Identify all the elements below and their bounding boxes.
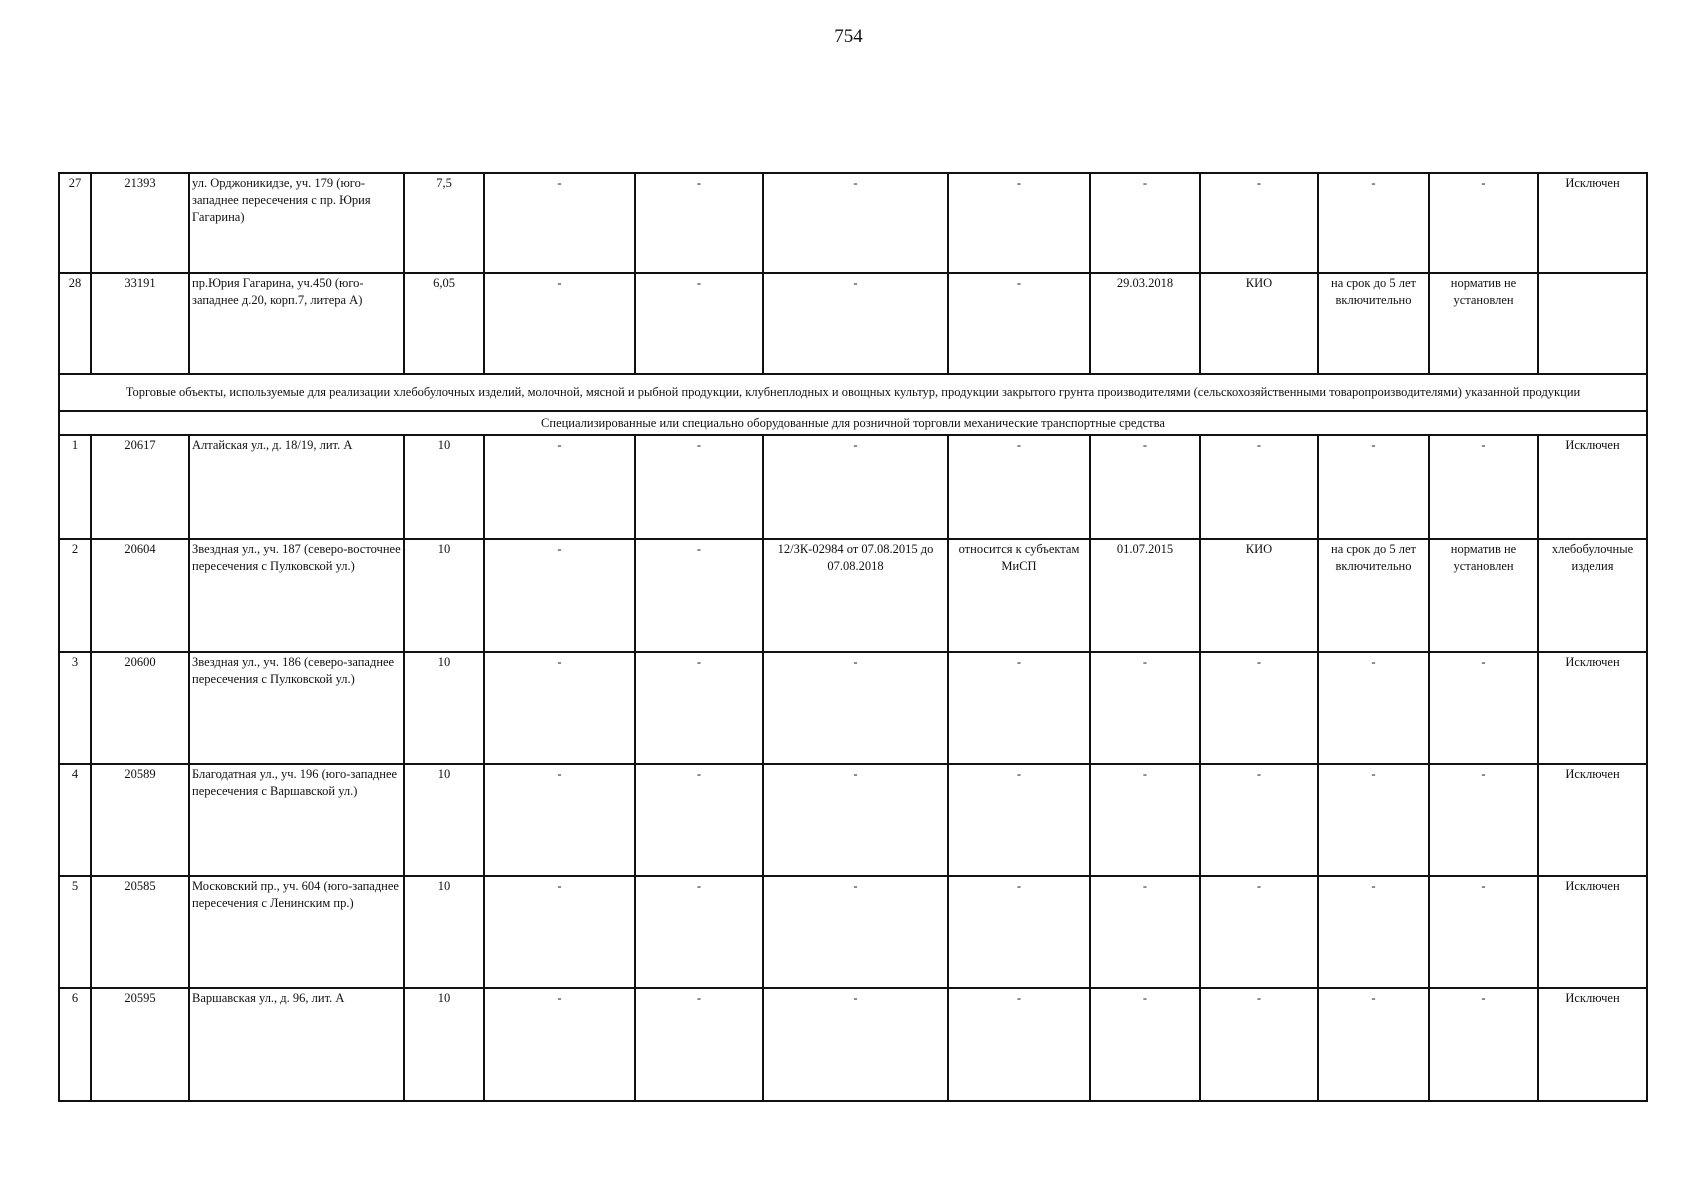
- table-cell: -: [763, 173, 948, 273]
- table-row: [59, 539, 1647, 652]
- table-row: [59, 435, 1647, 539]
- row-number: 4: [59, 764, 91, 876]
- table-cell: норматив не установлен: [1429, 273, 1538, 374]
- area-cell: 10: [404, 876, 484, 988]
- table-row: [59, 273, 1647, 374]
- section-heading: Торговые объекты, используемые для реализации хлебобулочных изделий, молочной, мясной и рыбной продукции, клубнеплодных и овощных культур, продукции закрытого грунта производителями (сельскохозяйственными товаропроизводителями) указанной продукции: [59, 374, 1647, 411]
- table-cell: -: [635, 435, 763, 539]
- area-cell: 10: [404, 539, 484, 652]
- table-cell: -: [635, 173, 763, 273]
- table-row: [59, 764, 1647, 876]
- area-cell: 10: [404, 652, 484, 764]
- object-id: 20589: [91, 764, 189, 876]
- table-cell: -: [763, 764, 948, 876]
- table-cell: на срок до 5 лет включительно: [1318, 539, 1429, 652]
- table-cell: -: [1429, 173, 1538, 273]
- table-cell: на срок до 5 лет включительно: [1318, 273, 1429, 374]
- table-cell: -: [948, 435, 1090, 539]
- table-cell: -: [1318, 173, 1429, 273]
- object-id: 20585: [91, 876, 189, 988]
- address-cell: Благодатная ул., уч. 196 (юго-западнее пересечения с Варшавской ул.): [189, 764, 404, 876]
- status-cell: Исключен: [1538, 764, 1647, 876]
- area-cell: 10: [404, 435, 484, 539]
- table-cell: -: [1429, 764, 1538, 876]
- table-cell: -: [484, 652, 635, 764]
- table-cell: КИО: [1200, 273, 1318, 374]
- date-cell: -: [1090, 988, 1200, 1101]
- table-cell: -: [484, 173, 635, 273]
- area-cell: 6,05: [404, 273, 484, 374]
- address-cell: Алтайская ул., д. 18/19, лит. А: [189, 435, 404, 539]
- object-id: 20604: [91, 539, 189, 652]
- table-cell: -: [484, 273, 635, 374]
- table-row: [59, 876, 1647, 988]
- table-cell: -: [635, 273, 763, 374]
- table-cell: КИО: [1200, 539, 1318, 652]
- object-id: 21393: [91, 173, 189, 273]
- page-number: 754: [834, 26, 863, 47]
- object-id: 20595: [91, 988, 189, 1101]
- address-cell: ул. Орджоникидзе, уч. 179 (юго-западнее пересечения с пр. Юрия Гагарина): [189, 173, 404, 273]
- table-cell: -: [484, 988, 635, 1101]
- table-cell: -: [1429, 652, 1538, 764]
- table-cell: -: [1318, 652, 1429, 764]
- table-cell: -: [635, 652, 763, 764]
- object-id: 20617: [91, 435, 189, 539]
- table-row: [59, 173, 1647, 273]
- address-cell: Звездная ул., уч. 187 (северо-восточнее пересечения с Пулковской ул.): [189, 539, 404, 652]
- table-cell: -: [948, 652, 1090, 764]
- date-cell: -: [1090, 764, 1200, 876]
- date-cell: 29.03.2018: [1090, 273, 1200, 374]
- table-cell: -: [763, 435, 948, 539]
- address-cell: Варшавская ул., д. 96, лит. А: [189, 988, 404, 1101]
- object-id: 20600: [91, 652, 189, 764]
- table-cell: -: [1429, 876, 1538, 988]
- date-cell: -: [1090, 435, 1200, 539]
- table-cell: -: [635, 876, 763, 988]
- table-cell: -: [948, 764, 1090, 876]
- table-cell: -: [1429, 988, 1538, 1101]
- table-cell: -: [484, 764, 635, 876]
- table-cell: -: [763, 988, 948, 1101]
- section-row: [59, 374, 1647, 411]
- object-id: 33191: [91, 273, 189, 374]
- table-cell: -: [763, 652, 948, 764]
- status-cell: Исключен: [1538, 173, 1647, 273]
- table-cell: -: [948, 273, 1090, 374]
- area-cell: 10: [404, 988, 484, 1101]
- table-cell: -: [948, 173, 1090, 273]
- table-cell: относится к субъектам МиСП: [948, 539, 1090, 652]
- table-cell: -: [763, 876, 948, 988]
- table-cell: -: [1200, 764, 1318, 876]
- address-cell: Звездная ул., уч. 186 (северо-западнее пересечения с Пулковской ул.): [189, 652, 404, 764]
- area-cell: 10: [404, 764, 484, 876]
- row-number: 1: [59, 435, 91, 539]
- date-cell: -: [1090, 652, 1200, 764]
- area-cell: 7,5: [404, 173, 484, 273]
- row-number: 5: [59, 876, 91, 988]
- table-cell: -: [1200, 876, 1318, 988]
- table-cell: -: [484, 876, 635, 988]
- table-row: [59, 652, 1647, 764]
- status-cell: Исключен: [1538, 876, 1647, 988]
- table-cell: -: [1200, 173, 1318, 273]
- status-cell: Исключен: [1538, 652, 1647, 764]
- table-row: [59, 988, 1647, 1101]
- row-number: 28: [59, 273, 91, 374]
- subsection-heading: Специализированные или специально оборудованные для розничной торговли механические транспортные средства: [59, 411, 1647, 435]
- row-number: 3: [59, 652, 91, 764]
- row-number: 27: [59, 173, 91, 273]
- status-cell: [1538, 273, 1647, 374]
- table-cell: -: [763, 273, 948, 374]
- row-number: 6: [59, 988, 91, 1101]
- registry-table: [58, 172, 1648, 1102]
- date-cell: -: [1090, 876, 1200, 988]
- table-cell: норматив не установлен: [1429, 539, 1538, 652]
- status-cell: Исключен: [1538, 435, 1647, 539]
- table-cell: -: [1318, 876, 1429, 988]
- address-cell: пр.Юрия Гагарина, уч.450 (юго-западнее д.20, корп.7, литера А): [189, 273, 404, 374]
- table-cell: -: [1200, 652, 1318, 764]
- table-cell: -: [948, 988, 1090, 1101]
- status-cell: хлебобулочные изделия: [1538, 539, 1647, 652]
- table-cell: -: [948, 876, 1090, 988]
- date-cell: -: [1090, 173, 1200, 273]
- subsection-row: [59, 411, 1647, 435]
- table-cell: -: [1429, 435, 1538, 539]
- table-cell: -: [635, 764, 763, 876]
- date-cell: 01.07.2015: [1090, 539, 1200, 652]
- status-cell: Исключен: [1538, 988, 1647, 1101]
- table-cell: -: [484, 539, 635, 652]
- table-cell: -: [1318, 435, 1429, 539]
- table-cell: -: [1200, 988, 1318, 1101]
- row-number: 2: [59, 539, 91, 652]
- table-cell: -: [1200, 435, 1318, 539]
- table-cell: -: [635, 988, 763, 1101]
- table-cell: -: [1318, 764, 1429, 876]
- table-cell: -: [1318, 988, 1429, 1101]
- table-cell: -: [484, 435, 635, 539]
- table-cell: -: [635, 539, 763, 652]
- address-cell: Московский пр., уч. 604 (юго-западнее пересечения с Ленинским пр.): [189, 876, 404, 988]
- table-cell: 12/ЗК-02984 от 07.08.2015 до 07.08.2018: [763, 539, 948, 652]
